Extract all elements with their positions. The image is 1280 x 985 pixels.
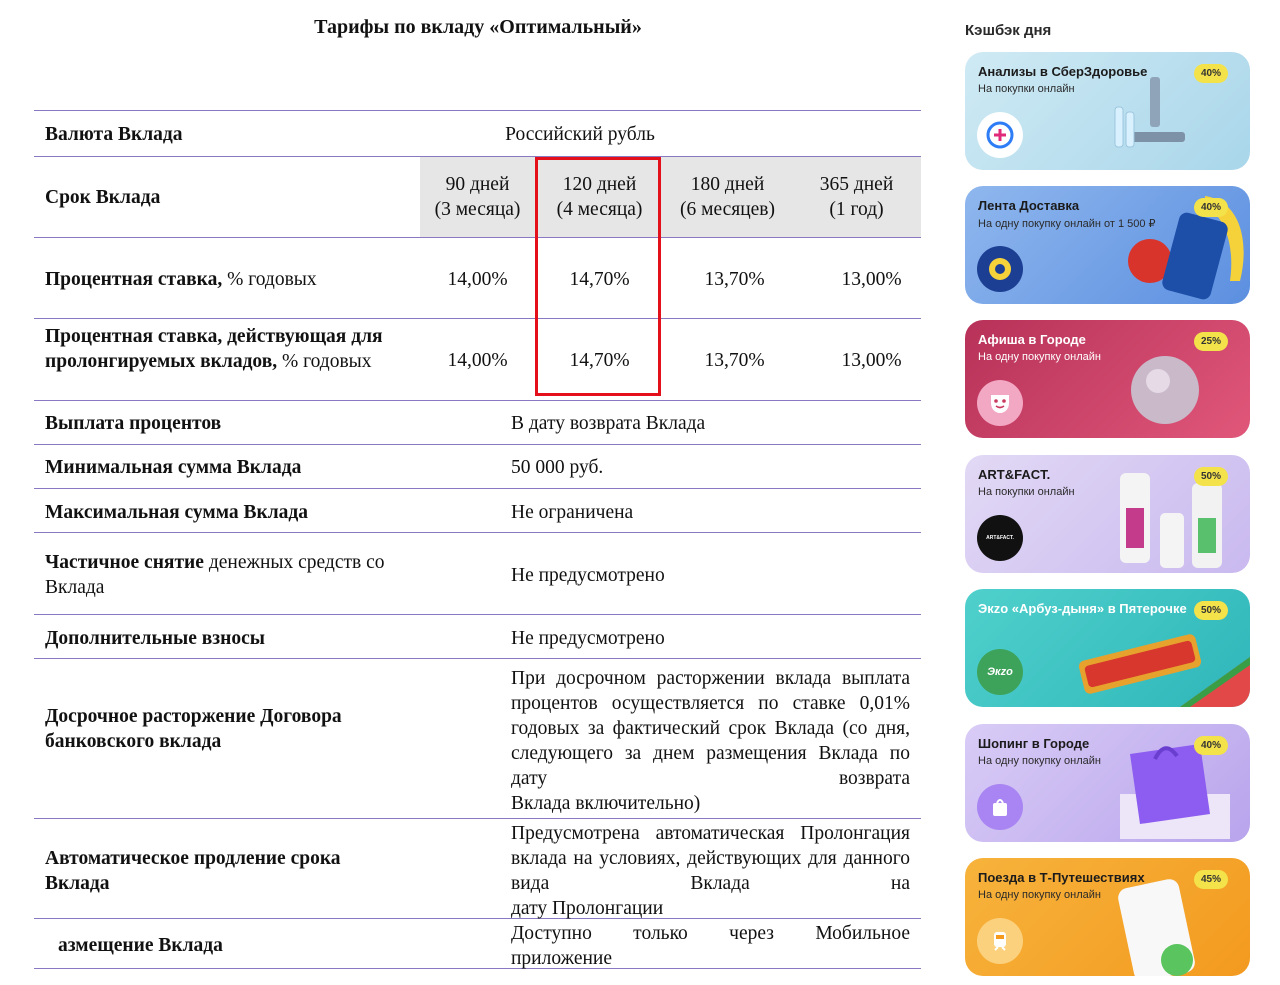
additional-deposits-value: Не предусмотрено [511,628,665,649]
cashback-badge: 50% [1194,467,1228,486]
term-days: 120 дней [562,174,637,195]
payout-label: Выплата процентов [45,413,222,434]
partial-withdrawal-value: Не предусмотрено [511,565,665,586]
min-sum-label: Минимальная сумма Вклада [45,457,302,478]
rate-value-90: 14,00% [447,269,508,290]
cashback-badge: 45% [1194,870,1228,889]
train-icon [977,918,1023,964]
card-title: Шопинг в Городе [978,736,1090,751]
sunflower-icon [977,246,1023,292]
term-days: 180 дней [690,174,765,195]
card-title: Поезда в Т-Путешествиях [978,870,1145,885]
early-termination-value [511,666,910,816]
card-title: Экzo «Арбуз-дыня» в Пятерочке [978,601,1187,616]
cashback-badge: 40% [1194,64,1228,83]
payout-value: В дату возврата Вклада [511,413,706,434]
table-line [34,156,921,157]
card-subtitle: На покупки онлайн [978,486,1075,498]
term-months: (3 месяца) [434,199,521,220]
microscope-icon [1110,72,1200,162]
table-line [34,488,921,489]
cashback-card-sberzdorovie[interactable] [965,52,1250,170]
table-line [34,532,921,533]
term-months: (4 месяца) [556,199,643,220]
partial-label-normal: денежных средств со Вклада [45,552,385,598]
currency-label: Валюта Вклада [45,124,183,145]
currency-value: Российский рубль [505,124,655,145]
rate-value-180: 13,70% [704,269,765,290]
sidebar-title: Кэшбэк дня [965,22,1052,39]
table-line [34,444,921,445]
term-days: 90 дней [445,174,510,195]
placement-label: азмещение Вклада [58,935,223,956]
rate-label-normal: % годовых [222,269,317,290]
term-months: (1 год) [829,199,884,220]
min-sum-value: 50 000 руб. [511,457,604,478]
early-termination-label: Досрочное расторжение Договора банковского вклада [45,706,342,752]
additional-deposits-label: Дополнительные взносы [45,628,266,649]
card-subtitle: На покупки онлайн [978,83,1075,95]
cashback-card-afisha[interactable] [965,320,1250,438]
placement-text-end: приложение [511,948,613,969]
cashback-card-t-travel[interactable] [965,858,1250,976]
rate-label-bold: Процентная ставка, [45,269,223,290]
rate-value-365: 13,00% [841,269,902,290]
rate-prolong-value-180: 13,70% [704,350,765,371]
rate-prolong-value-120: 14,70% [569,350,630,371]
rate-prolong-value-90: 14,00% [447,350,508,371]
table-line [34,658,921,659]
cashback-badge: 40% [1194,198,1228,217]
disco-ball-icon [1120,345,1210,435]
term-days: 365 дней [819,174,894,195]
cashback-card-ekzo[interactable] [965,589,1250,707]
placement-value [511,921,910,971]
term-column-365 [800,172,913,222]
table-line [34,818,921,819]
cashback-card-lenta[interactable] [965,186,1250,304]
rate-prolong-label-normal: % годовых [277,351,372,372]
term-column-90 [420,172,535,222]
rate-prolong-value-365: 13,00% [841,350,902,371]
highlight-box-120-days [535,157,661,396]
auto-prolongation-value [511,821,910,921]
partial-withdrawal-label [45,550,405,600]
placement-text: Доступно только через Мобильное [511,923,910,944]
rate-label [45,267,415,292]
term-column-180 [665,172,790,222]
max-sum-label: Максимальная сумма Вклада [45,502,309,523]
ice-cream-bar-icon [1060,617,1250,707]
cashback-badge: 50% [1194,601,1228,620]
card-title: ART&FACT. [978,467,1051,482]
table-line [34,614,921,615]
shopping-bag-icon [977,784,1023,830]
card-subtitle: На одну покупку онлайн [978,755,1101,767]
card-subtitle: На одну покупку онлайн [978,351,1101,363]
phone-app-icon [1115,878,1205,976]
auto-prolongation-text-end: дату Пролонгации [511,898,664,919]
early-termination-text: При досрочном расторжении вклада выплата процентов осуществляется по ставке 0,01% годовых за фактический срок Вклада (со дня, следующего за днем размещения Вклада по дату возврата [511,668,910,789]
cashback-badge: 40% [1194,736,1228,755]
cashback-card-shopping[interactable] [965,724,1250,842]
rate-value-120: 14,70% [569,269,630,290]
theater-mask-icon [977,380,1023,426]
term-label: Срок Вклада [45,187,161,208]
auto-prolongation-label: Автоматическое продление срока Вклада [45,848,341,894]
early-termination-text-end: Вклада включительно) [511,793,701,814]
card-title: Афиша в Городе [978,332,1086,347]
lenta-phone-icon [1120,191,1250,301]
term-months: (6 месяцев) [679,199,775,220]
card-title: Лента Доставка [978,198,1080,213]
cashback-badge: 25% [1194,332,1228,351]
card-subtitle: На одну покупку онлайн от 1 500 ₽ [978,218,1156,230]
rate-prolong-label-bold: Процентная ставка, действующая для пролонгируемых вкладов, [45,326,383,372]
card-title: Анализы в СберЗдоровье [978,64,1148,79]
cashback-card-artfact[interactable] [965,455,1250,573]
auto-prolongation-text: Предусмотрена автоматическая Пролонгация вклада на условиях, действующих для данного вида Вклада на [511,823,910,894]
cashback-sidebar [945,0,1280,985]
table-line [34,318,921,319]
document-title: Тарифы по вкладу «Оптимальный» [314,16,642,38]
table-line [34,400,921,401]
card-subtitle: На одну покупку онлайн [978,889,1101,901]
artfact-logo-icon: ART&FACT. [977,515,1023,561]
ekzo-logo-icon: Экzo [977,649,1023,695]
table-line [34,110,921,111]
rate-prolong-label [45,324,405,374]
partial-label-bold: Частичное снятие [45,552,204,573]
max-sum-value: Не ограничена [511,502,634,523]
plus-circle-icon [977,112,1023,158]
table-line [34,237,921,238]
